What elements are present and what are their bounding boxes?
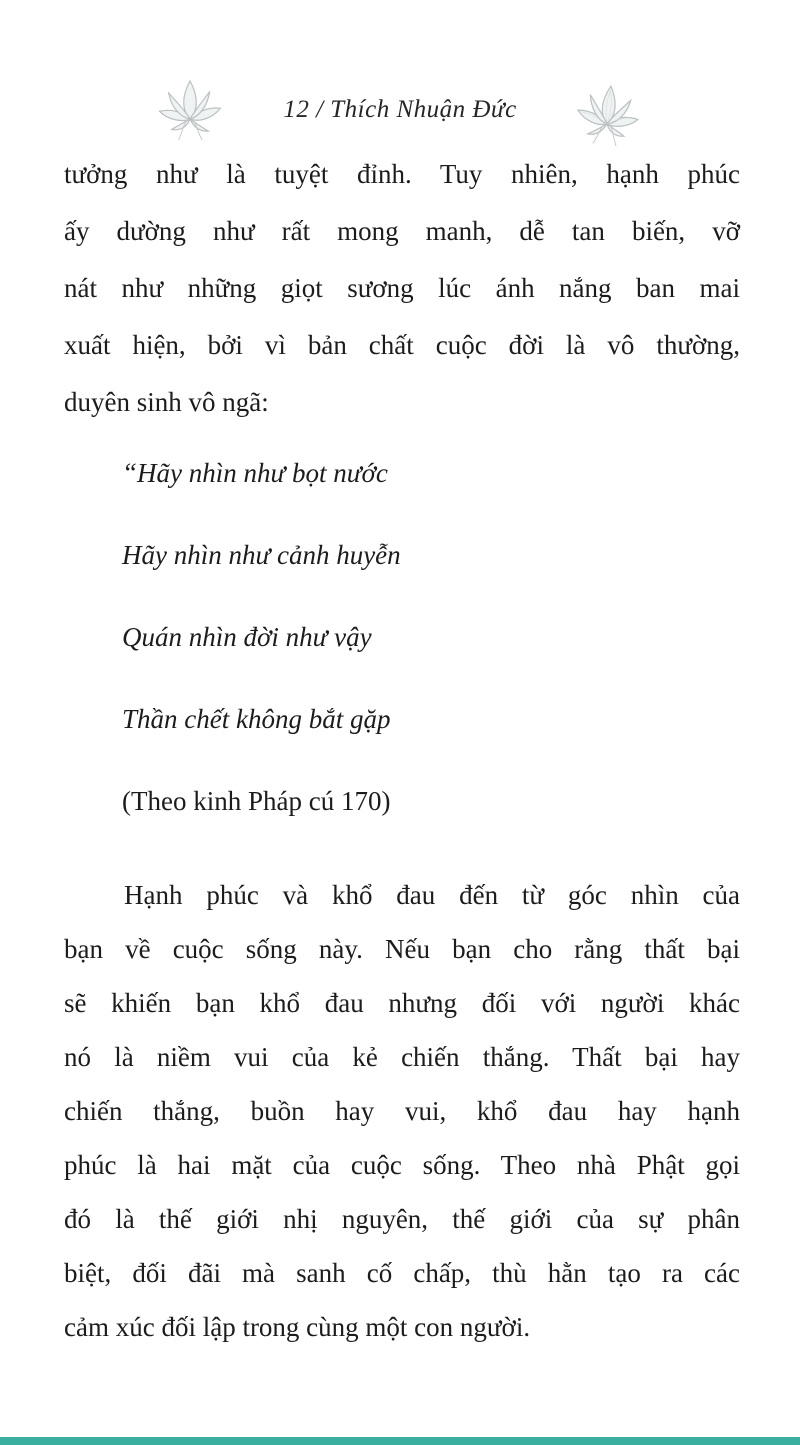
lotus-flower-icon xyxy=(565,76,652,152)
text-line: cảm xúc đối lập trong cùng một con người. xyxy=(64,1312,531,1342)
page-header-title: 12 / Thích Nhuận Đức xyxy=(283,96,517,123)
text-line: chiến thắng, buồn hay vui, khổ đau hay hạnh xyxy=(64,1096,740,1126)
text-line: bạn về cuộc sống này. Nếu bạn cho rằng thất bại xyxy=(64,934,740,964)
text-line: ấy dường như rất mong manh, dễ tan biến, vỡ xyxy=(64,216,740,246)
paragraph-2 xyxy=(64,868,740,1354)
verse-line: “Hãy nhìn như bọt nước xyxy=(122,458,388,488)
verse-line: Thần chết không bắt gặp xyxy=(122,704,391,734)
verse-line: Hãy nhìn như cảnh huyễn xyxy=(122,540,401,570)
text-line: nó là niềm vui của kẻ chiến thắng. Thất bại hay xyxy=(64,1042,740,1072)
text-line: xuất hiện, bởi vì bản chất cuộc đời là vô thường, xyxy=(64,330,740,360)
verse-citation: (Theo kinh Pháp cú 170) xyxy=(122,786,391,816)
text-line: duyên sinh vô ngã: xyxy=(64,387,269,417)
text-line: phúc là hai mặt của cuộc sống. Theo nhà Phật gọi xyxy=(64,1150,740,1180)
verse-line: Quán nhìn đời như vậy xyxy=(122,622,372,652)
text-line: nát như những giọt sương lúc ánh nắng ban mai xyxy=(64,273,740,303)
text-line: biệt, đối đãi mà sanh cố chấp, thù hằn tạo ra các xyxy=(64,1258,740,1288)
text-line: sẽ khiến bạn khổ đau nhưng đối với người khác xyxy=(64,988,740,1018)
page-bottom-edge xyxy=(0,1437,800,1445)
text-line: Hạnh phúc và khổ đau đến từ góc nhìn của xyxy=(124,880,740,910)
text-line: đó là thế giới nhị nguyên, thế giới của sự phân xyxy=(64,1204,740,1234)
paragraph-1 xyxy=(64,146,740,431)
text-line: tưởng như là tuyệt đỉnh. Tuy nhiên, hạnh phúc xyxy=(64,159,740,189)
verse-quote xyxy=(64,432,798,842)
